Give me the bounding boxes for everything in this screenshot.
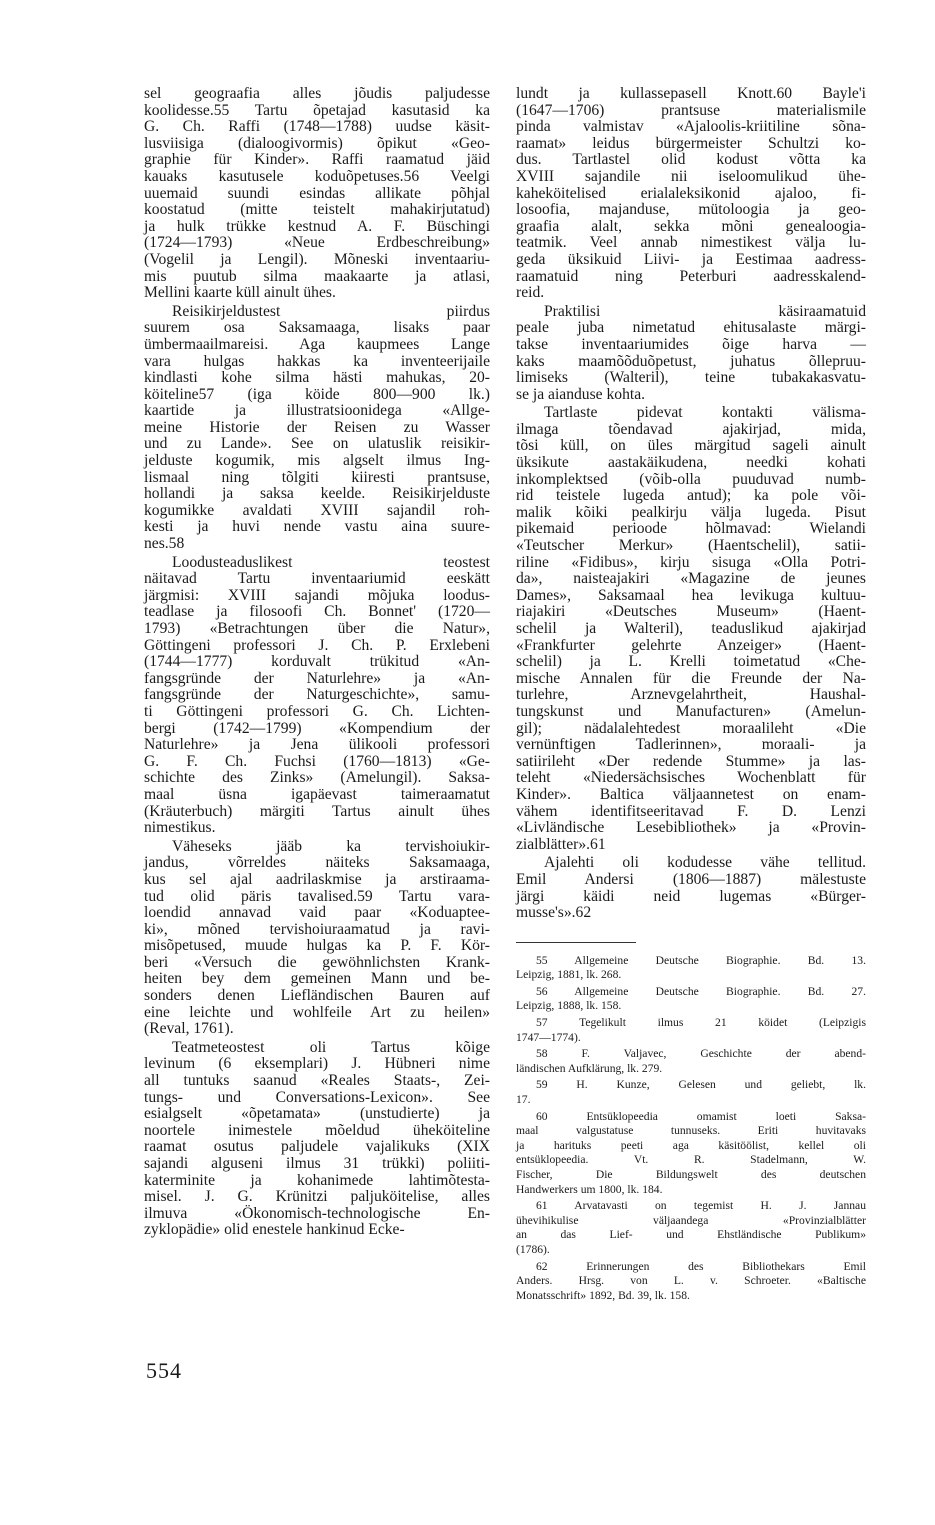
text-line: nimestikus. (144, 819, 216, 837)
text-line: kindlasti kohe silma hästi mahukas, 20- (144, 369, 490, 387)
text-line: ilmuva «Ökonomisch-technologische En- (144, 1204, 490, 1222)
right-column (516, 86, 866, 1306)
text-line: Naturlehre» ja Jena ülikooli professori (144, 736, 490, 754)
text-line: se ja aianduse kohta. (516, 385, 646, 403)
text-line: teatmik. Veel annab nimestikest välja lu- (516, 234, 866, 252)
text-line: sel geograafia alles jõudis paljudesse (144, 85, 490, 102)
footnote (516, 1200, 866, 1255)
text-line: Emil Andersi (1806—1887) mälestuste (516, 870, 866, 888)
footnote-line: 56 Allgemeine Deutsche Biographie. Bd. 27. (536, 984, 866, 998)
footnote-line: entsüklopeedia. Vt. R. Stadelmann, W. (516, 1153, 866, 1167)
text-line: raamatuid ning Peterburi aadresskalend- (516, 267, 866, 285)
text-line: zialblätter».61 (516, 835, 606, 853)
text-line: fangsgründe der Naturlehre» ja «An- (144, 669, 490, 687)
text-line: ja hulk trükke kestnud A. F. Büschingi (144, 217, 490, 235)
text-line: und zu Lande». See on ulatuslik reisikir- (144, 435, 490, 453)
text-line: koolidesse.55 Tartu õpetajad kasutasid ka (144, 101, 490, 119)
text-line: (Kräuterbuch) märgiti Tartus ainult ühes (144, 802, 490, 820)
text-line: peale juba nimetatud ehitusalaste märgi- (516, 319, 866, 337)
left-column (144, 86, 490, 1239)
text-line: Ajalehti oli kodudesse vähe tellitud. (544, 854, 866, 872)
footnote-line: Anders. Hrsg. von L. v. Schroeter. «Baltische (516, 1274, 866, 1288)
text-line: musse's».62 (516, 904, 592, 922)
text-line: tud olid päris tavalised.59 Tartu vara- (144, 887, 490, 905)
text-line: kesti ja huvi nende vastu aina suure- (144, 518, 490, 536)
footnote-line: 1747—1774). (516, 1030, 581, 1044)
text-line: sonders denen Liefländischen Bauren auf (144, 987, 490, 1005)
text-line: turlehre, Arznevgelahrtheit, Haushal- (516, 686, 866, 704)
text-line: teadlase ja filosoofi Ch. Bonnet' (1720— (144, 603, 490, 621)
footnote-line: ländischen Aufklärung, lk. 279. (516, 1061, 663, 1075)
text-line: G. Ch. Raffi (1748—1788) uudse käsit- (144, 118, 490, 136)
text-line: Mellini kaarte küll ainult ühes. (144, 284, 336, 302)
footnote-line: 59 H. Kunze, Gelesen und geliebt, lk. (536, 1078, 866, 1092)
text-line: üksikute aastakäikudena, needki kohati (516, 454, 866, 472)
text-line: Loodusteaduslikest teostest (172, 553, 490, 571)
text-line: bergi (1742—1799) «Kompendium der (144, 719, 490, 737)
text-line: nes.58 (144, 535, 185, 553)
text-line: maal üsna igapäevast taimeraamatut (144, 785, 490, 803)
text-line: all tuntuks saanud «Reales Staats-, Zei- (144, 1072, 490, 1090)
text-line: losoofia, majanduse, mütoloogia ja geo- (516, 201, 866, 219)
text-line: Göttingeni professori J. Ch. P. Erxlebeni (144, 636, 490, 654)
footnote-line: ja harituks peeti aga käsitöölist, kellel oli (516, 1138, 866, 1152)
footnote-line: 58 F. Valjavec, Geschichte der abend- (536, 1047, 866, 1061)
footnote-line: 61 Arvatavasti on tegemist H. J. Jannau (536, 1199, 866, 1213)
text-line: noortele inimestele mõeldud üheköiteline (144, 1121, 490, 1139)
footnote (516, 986, 866, 1012)
text-line: vara hulgas hakkas ka inventeerijaile (144, 352, 490, 370)
text-line: loendid annavad vaid paar «Koduaptee- (144, 904, 490, 922)
text-line: ümbermaailmareisi. Aga kaupmees Lange (144, 335, 490, 353)
text-line: ki», mõned tervishoiuraamatud ja ravi- (144, 920, 490, 938)
text-line: lusviisiga (dialoogivormis) õpikut «Geo- (144, 134, 490, 152)
text-line: vähem identifitseeritavad F. D. Lenzi (516, 802, 866, 820)
text-line: (Vogelil ja Lengil). Mõneski inventaariu- (144, 250, 490, 268)
text-line: teleht «Niedersächsisches Wochenblatt für (516, 769, 866, 787)
text-line: (1744—1777) korduvalt trükitud «An- (144, 653, 490, 671)
text-line: hollandi ja saksa keelde. Reisikirjelduste (144, 485, 490, 503)
text-line: jandus, võrreldes näiteks Saksamaaga, (144, 854, 490, 872)
footnote-rule (516, 942, 636, 943)
footnote (516, 1079, 866, 1105)
footnote-line: (1786). (516, 1242, 550, 1256)
text-line: «Teutscher Merkur» (Haentschelil), satii- (516, 537, 866, 555)
text-line: 1793) «Betrachtungen über die Natur», (144, 620, 490, 637)
text-line: (Reval, 1761). (144, 1020, 234, 1038)
text-line: jelduste kogumik, mis algselt ilmus Ing- (144, 452, 490, 470)
text-line: Kinder». Baltica väljaannetest on enam- (516, 785, 866, 803)
footnote (516, 955, 866, 981)
text-line: Teatmeteostest oli Tartus kõige (172, 1038, 490, 1056)
text-line: (1647—1706) prantsuse materialismile (516, 101, 866, 119)
text-line: riajakiri «Deutsches Museum» (Haent- (516, 603, 866, 621)
footnote-line: Leipzig, 1888, lk. 158. (516, 999, 622, 1013)
text-line: da», naisteajakiri «Magazine de jeunes (516, 570, 866, 588)
text-line: pikemaid perioode hõlmavad: Wielandi (516, 520, 866, 538)
text-line: esialgselt «õpetamata» (unstudierte) ja (144, 1105, 490, 1123)
text-line: kaartide ja illustratsioonidega «Allge- (144, 402, 490, 420)
text-line: XVIII sajandile nii iseloomulikud ühe- (516, 167, 866, 185)
text-line: graphie für Kinder». Raffi raamatud jäid (144, 151, 490, 169)
text-line: järgi käidi neid lugemas «Bürger- (516, 887, 866, 905)
footnote-line: an das Lief- und Ehstländische Publikum» (516, 1228, 866, 1242)
text-line: lismaal ning tõlgiti kiiresti prantsuse, (144, 468, 490, 486)
text-line: kus sel ajal aadrilaskmise ja arstiraama- (144, 870, 490, 888)
text-line: schichte des Zinks» (Amelungil). Saksa- (144, 769, 490, 787)
text-line: inkomplektsed (võib-olla puuduvad numb- (516, 470, 866, 488)
text-line: Väheseks jääb ka tervishoiukir- (172, 837, 490, 855)
text-line: dus. Tartlastel olid kodust võtta ka (516, 151, 866, 169)
text-line: tõsi küll, on üles märgitud sageli ainult (516, 437, 866, 455)
footnote-line: Handwerkers um 1800, lk. 184. (516, 1182, 663, 1196)
text-line: järgmisi: XVIII sajandi mõjuka loodus- (144, 586, 490, 604)
footnote-line: 55 Allgemeine Deutsche Biographie. Bd. 13. (536, 953, 866, 967)
text-line: fangsgründe der Naturgeschichte», samu- (144, 686, 490, 704)
text-line: näitavad Tartu inventaariumid eeskätt (144, 570, 490, 588)
footnote (516, 1017, 866, 1043)
text-line: kogumikke avaldati XVIII sajandil roh- (144, 501, 490, 519)
text-line: tungskunst und Manufacturen» (Amelun- (516, 702, 866, 720)
text-line: satiirileht «Der redende Stumme» ja las- (516, 752, 866, 770)
text-line: kauaks kasutusele koduõpetuses.56 Veelgi (144, 167, 490, 185)
text-line: heiten bey dem gemeinen Mann und be- (144, 970, 490, 988)
text-line: riline «Fidibus», kirju sisuga «Olla Potri- (516, 553, 866, 571)
footnote (516, 1048, 866, 1074)
text-line: malik kõiki pealkirju välja lugeda. Pisut (516, 503, 866, 521)
footnote-line: 17. (516, 1093, 531, 1107)
page-number: 554 (146, 1358, 182, 1383)
text-line: mische Annalen für die Freunde der Na- (516, 669, 866, 687)
text-line: raamat» leidus bürgermeister Schultzi ko- (516, 134, 866, 152)
text-line: koostatud (mitte teistelt mahakirjutatud) (144, 201, 490, 219)
text-line: lundt ja kullassepasell Knott.60 Bayle'i (516, 85, 866, 102)
text-line: katerminite ja kohanimede lahtimõtesta- (144, 1171, 490, 1189)
text-line: G. F. Ch. Fuchsi (1760—1813) «Ge- (144, 752, 490, 770)
text-line: Reisikirjeldustest piirdus (172, 302, 490, 320)
text-line: pinda valmistav «Ajaloolis-kriitiline sõna- (516, 118, 866, 136)
text-line: geda üksikuid Liivi- ja Eestimaa aadress- (516, 250, 866, 268)
text-line: (1724—1793) «Neue Erdbeschreibung» (144, 234, 490, 252)
text-line: ilmaga tõendavad ajakirjad, mida, (516, 420, 866, 438)
footnote-line: Fischer, Die Bildungswelt des deutschen (516, 1168, 866, 1181)
text-line: misõpetused, muude hulgas ka P. F. Kör- (144, 937, 490, 955)
text-line: Tartlaste pidevat kontakti välisma- (544, 404, 866, 422)
text-line: mis puutub silma maakaarte ja atlasi, (144, 267, 490, 285)
text-line: «Livländische Lesebibliothek» ja «Provin- (516, 819, 866, 837)
text-line: meine Historie der Reisen zu Wasser (144, 418, 490, 436)
text-line: tungs- und Conversations-Lexicon». See (144, 1088, 490, 1106)
text-line: misel. J. G. Krünitzi paljuköitelise, alles (144, 1188, 490, 1206)
text-line: vernünftigen Tadlerinnen», moraali- ja (516, 736, 866, 754)
footnote (516, 1261, 866, 1302)
text-line: takse inventaariumides õige harva — (516, 335, 866, 353)
text-line: kaks maamõõduõpetust, juhatus õllepruu- (516, 352, 866, 370)
text-line: uuemaid suundi esindas allikate põhjal (144, 184, 490, 202)
footnote-line: Leipzig, 1881, lk. 268. (516, 968, 622, 982)
text-line: eine leichte und wohlfeile Art zu heilen» (144, 1003, 490, 1021)
text-line: reid. (516, 284, 545, 302)
text-line: köiteline57 (iga köide 800—900 lk.) (144, 385, 490, 403)
text-line: levinum (6 eksemplari) J. Hübneri nime (144, 1055, 490, 1073)
footnote (516, 1111, 866, 1196)
text-line: sajandi alguseni ilmus 31 trükki) poliiti- (144, 1155, 490, 1172)
footnote-line: ühevihikulise väljaandega «Provinzialblätter (516, 1213, 866, 1227)
text-line: rid teistele lugeda antud); ka pole või- (516, 487, 866, 505)
text-line: beri «Versuch die gewöhnlichsten Krank- (144, 953, 490, 971)
text-line: limiseks (Walteril), teine tubakakasvatu- (516, 369, 866, 387)
text-line: suurem osa Saksamaaga, lisaks paar (144, 319, 490, 337)
text-line: zyklopädie» olid enestele hankinud Ecke- (144, 1221, 405, 1239)
footnote-line: 62 Erinnerungen des Bibliothekars Emil (536, 1259, 866, 1273)
footnote-line: Monatsschrift» 1892, Bd. 39, lk. 158. (516, 1288, 690, 1302)
text-line: kaheköitelised erialaleksikonid ajaloo, fi- (516, 184, 866, 202)
text-line: Praktilisi käsiraamatuid (544, 302, 866, 320)
text-line: schelil) ja L. Krelli toimetatud «Che- (516, 653, 866, 671)
text-line: «Frankfurter gelehrte Anzeiger» (Haent- (516, 636, 866, 654)
text-line: graafia alalt, sekka mõni genealoogia- (516, 217, 866, 235)
footnote-line: 60 Entsüklopeedia omamist loeti Saksa- (536, 1109, 866, 1123)
text-line: raamat osutus paljudele vajalikuks (XIX (144, 1138, 490, 1156)
text-line: schelil ja Walteril), teaduslikud ajakirjad (516, 620, 866, 637)
text-line: Dames», Saksamaal hea levikuga kultuu- (516, 586, 866, 604)
footnote-line: maal valgustatuse tunnuseks. Eriti huvitavaks (516, 1124, 866, 1138)
text-line: gil); nädalalehtedest moraalileht «Die (516, 719, 866, 737)
text-line: ti Göttingeni professori G. Ch. Lichten- (144, 702, 490, 720)
footnote-line: 57 Tegelikult ilmus 21 köidet (Leipzigis (536, 1016, 866, 1030)
